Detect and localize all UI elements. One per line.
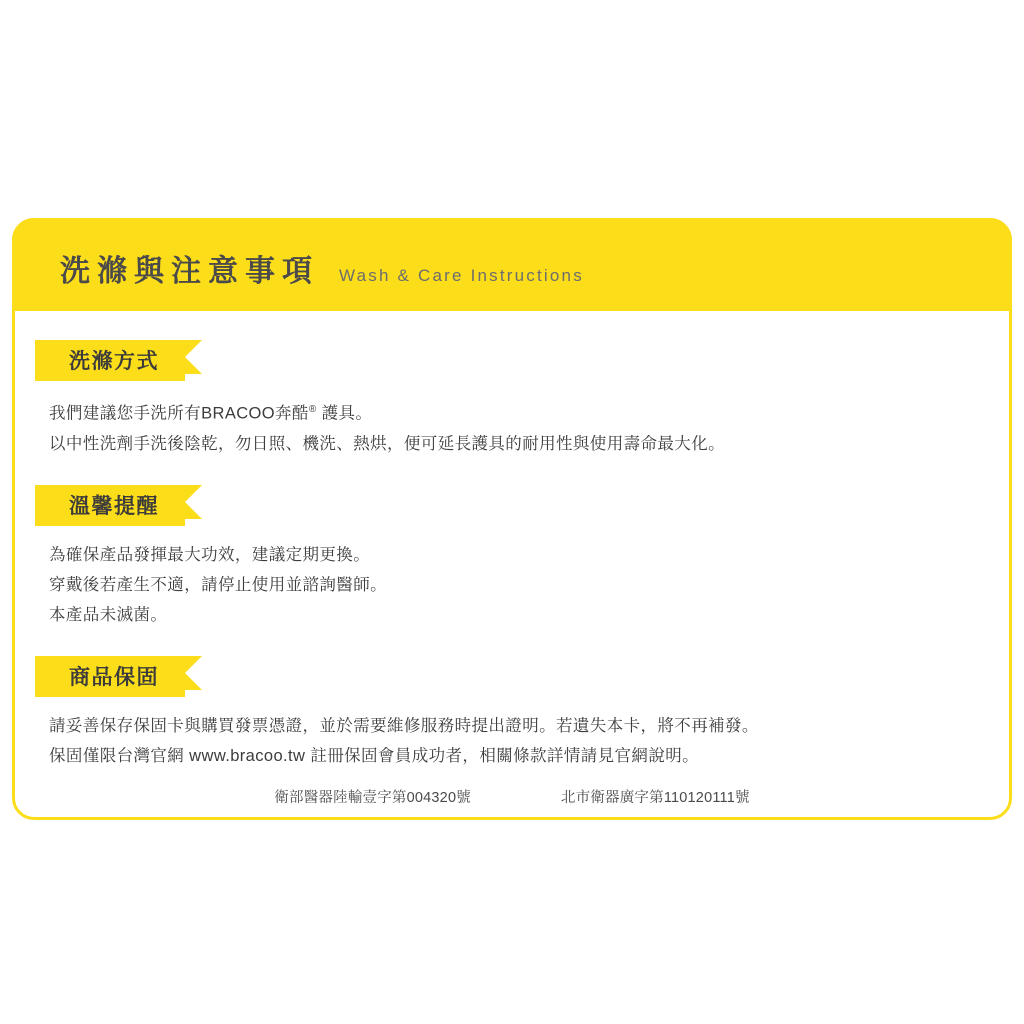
body-line: 穿戴後若產生不適，請停止使用並諮詢醫師。: [49, 575, 387, 594]
section-heading-label: 商品保固: [69, 665, 159, 689]
footnotes: [15, 786, 1009, 807]
body-line: 保固僅限台灣官網 www.bracoo.tw 註冊保固會員成功者，相關條款詳情請見官網說明。: [49, 746, 700, 765]
section-wash-method: [15, 340, 1009, 459]
body-line: 為確保產品發揮最大功效，建議定期更換。: [49, 545, 371, 564]
footnote-device-license: 衛部醫器陸輸壹字第004320號: [274, 790, 471, 806]
card-content: [15, 314, 1009, 771]
footnote-ad-license: 北市衛器廣字第110120111號: [560, 790, 750, 806]
section-body: [49, 395, 1009, 459]
body-line: 請妥善保存保固卡與購買發票憑證，並於需要維修服務時提出證明。若遺失本卡，將不再補發。: [49, 716, 759, 735]
header-title-group: [60, 246, 584, 290]
section-warranty: [15, 656, 1009, 771]
body-line: 以中性洗劑手洗後陰乾，勿日照、機洗、熱烘，便可延長護具的耐用性與使用壽命最大化。: [49, 434, 725, 453]
section-body: [49, 711, 1009, 771]
header-band: [12, 218, 1012, 311]
section-heading-label: 洗滌方式: [69, 350, 159, 373]
section-body: [49, 540, 1009, 630]
wash-care-card: [12, 218, 1012, 820]
section-reminder: [15, 485, 1009, 630]
body-line: 本產品未滅菌。: [49, 605, 168, 624]
section-heading-ribbon: [35, 485, 185, 526]
registered-mark: ®: [308, 404, 317, 415]
page-title-en: Wash & Care Instructions: [339, 266, 584, 285]
section-heading-ribbon: [35, 340, 185, 381]
body-line: 我們建議您手洗所有BRACOO奔酷® 護具。: [49, 404, 373, 423]
page-title-zh: 洗滌與注意事項: [60, 255, 319, 288]
section-heading-ribbon: [35, 656, 185, 697]
section-heading-label: 溫馨提醒: [69, 494, 159, 518]
